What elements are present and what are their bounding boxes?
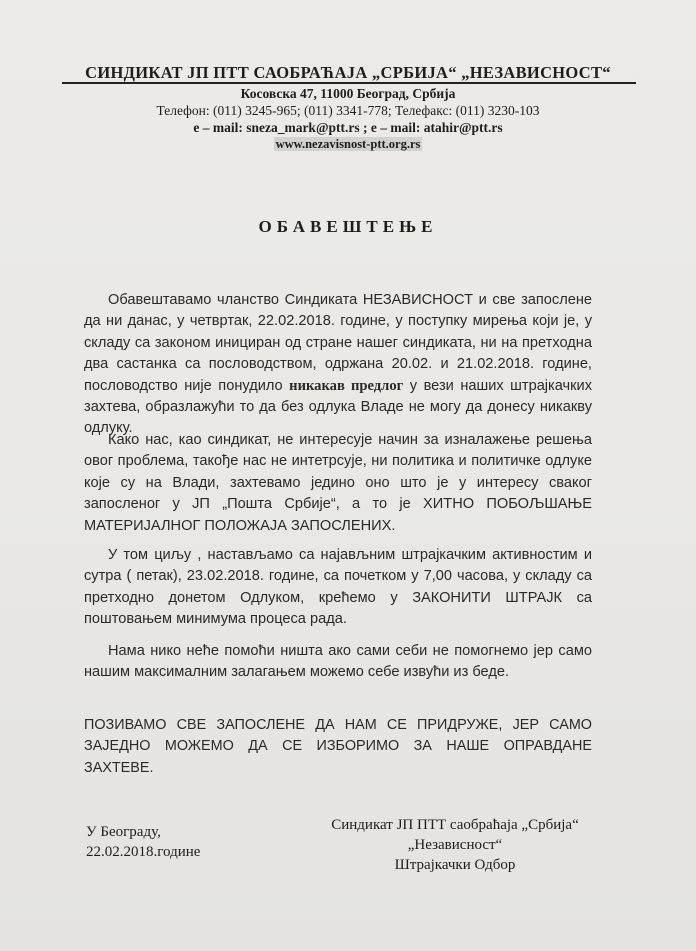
- organization-website: www.nezavisnost-ptt.org.rs: [275, 137, 421, 151]
- signature-org-line-2: „Независност“: [407, 837, 503, 853]
- paragraph-2-text: Како нас, као синдикат, не интересује начин за изналажење решења овог проблема, такође нас не интетрсује, ни политика и политичке одлуке које су на Влади, захтевамо једино оно што је у интересу сваког запосленог у ЈП „Пошта Србије“, а то је ХИТНО ПОБОЉШАЊЕ МАТЕРИЈАЛНОГ ПОЛОЖАЈА ЗАПОСЛЕНИХ.: [84, 432, 592, 534]
- paragraph-1-start: Обавештавамо чланство Синдиката НЕЗАВИСНОСТ и све запослене да ни данас, у четвртак, 22.02.2018. године, у поступку мирења који је, у складу са законом инициран од стране нашег синдиката, ни на претходна два састанка са пословодством, одржана 20.02. и 21.02.2018. године, пословодство није понудило: [84, 292, 592, 394]
- organization-phone: Телефон: (011) 3245-965; (011) 3341-778; Телефакс: (011) 3230-103: [156, 103, 540, 118]
- paragraph-3: [84, 545, 592, 631]
- signature-org-line-1: Синдикат ЈП ПТТ саобраћаја „Србија“: [331, 817, 579, 833]
- paragraph-1-emphasis: никакав предлог: [289, 377, 404, 394]
- paragraph-3-text: У том циљу , настављамо са најављним штрајкачким активностим и сутра ( петак), 23.02.2018. године, са почетком у 7,00 часова, у складу са претходно донетом Одлуком, крећемо у ЗАКОНИТИ ШТРАЈК са поштовањем минимума процеса рада.: [84, 547, 592, 628]
- paragraph-1: [84, 290, 592, 440]
- header-rule: [62, 82, 636, 84]
- signature-date: 22.02.2018.године: [86, 844, 201, 860]
- document-title: ОБАВЕШТЕЊЕ: [258, 217, 438, 236]
- paragraph-4-text: Нама нико неће помоћи ништа ако сами себи не помогнемо јер само нашим максималним залагањем можемо себе извући из беде.: [84, 643, 592, 681]
- paragraph-4: [84, 641, 592, 684]
- paragraph-5: ПОЗИВАМО СВЕ ЗАПОСЛЕНЕ ДА НАМ СЕ ПРИДРУЖЕ, ЈЕР САМО ЗАЈЕДНО МОЖЕМО ДА СЕ ИЗБОРИМО ЗА НАШЕ ОПРАВДАНЕ ЗАХТЕВЕ.: [84, 717, 592, 776]
- paragraph-2: [84, 430, 592, 537]
- signature-org-line-3: Штрајкачки Одбор: [394, 857, 516, 873]
- signature-place: У Београду,: [86, 824, 161, 840]
- organization-address: Косовска 47, 11000 Београд, Србија: [240, 86, 456, 101]
- signature-block: [285, 815, 625, 875]
- organization-website-line: [0, 137, 696, 152]
- organization-email: e – mail: sneza_mark@ptt.rs ; e – mail: atahir@ptt.rs: [193, 120, 503, 135]
- organization-name: СИНДИКАТ ЈП ПТТ САОБРАЋАЈА „СРБИЈА“ „НЕЗАВИСНОСТ“: [85, 63, 611, 82]
- paragraph-1-end: у вези наших штрајкачких захтева, образлажући то да без одлука Владе не могу да донесу никакву одлуку.: [84, 377, 592, 437]
- place-date-block: [86, 822, 200, 862]
